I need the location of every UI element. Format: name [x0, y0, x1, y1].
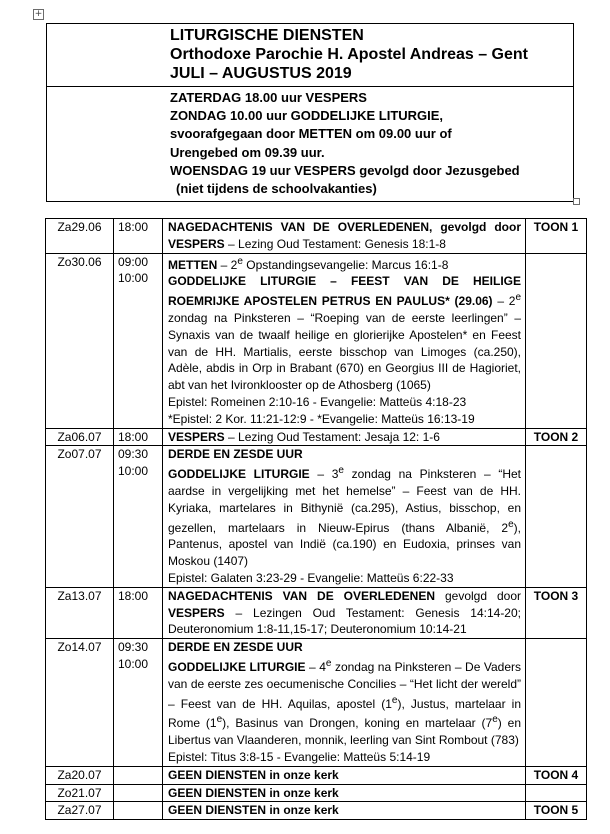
- ordinal-sup: e: [216, 714, 223, 726]
- date-cell: Zo21.07: [46, 784, 114, 802]
- text-segment: ) en Libertus van Vlaanderen, monnik, leerling van Sint Rombout (783): [168, 716, 522, 748]
- text-segment: – 4: [305, 659, 326, 674]
- ordinal-sup: e: [325, 657, 332, 669]
- text-segment: zondag na Pinksteren – “Het aardse in vergelijking met het hemelse” – Feest van de HH. Kyriaka, martelares in Bithynië (ca.295), Astius, bisschop, en gezellen, martelaars in Nieuw-Epirus (thans Albanië, 2: [168, 467, 522, 535]
- text-segment: gevolgd door: [435, 588, 521, 603]
- time-first: 09:30: [118, 447, 149, 462]
- date-cell: Za20.07: [46, 766, 114, 784]
- tone-cell: [526, 446, 587, 587]
- description-cell: GEEN DIENSTEN in onze kerk: [163, 802, 526, 820]
- liturgy-paragraph: [168, 656, 521, 749]
- service-sunday-matins: svoorafgegaan door METTEN om 09.00 uur of: [170, 126, 452, 142]
- header-title-cell: [47, 24, 574, 87]
- date-cell: Zo07.07: [46, 446, 114, 587]
- description-cell: [163, 428, 526, 446]
- time-cell: [114, 253, 163, 428]
- schedule-table: [45, 218, 587, 820]
- text-segment: ), Justus, martelaar in Rome (1: [168, 696, 522, 731]
- ordinal-sup: e: [508, 518, 514, 530]
- text-segment: ), Basinus van Drongen, koning en martelaar (7: [222, 716, 493, 731]
- epistle-line-alt: *Epistel: 2 Kor. 11:21-12:9 - *Evangelie: Matteüs 16:13-19: [168, 411, 475, 426]
- page-title: LITURGISCHE DIENSTEN: [170, 27, 364, 44]
- date-cell: Zo30.06: [46, 253, 114, 428]
- text-segment: ), Pantenus, apostel van Indië (ca.190) en Eudoxia, prinses van Moskou (1407): [168, 520, 521, 569]
- date-cell: Za27.07: [46, 802, 114, 820]
- table-row: [46, 446, 587, 587]
- time-first: 09:30: [118, 640, 149, 655]
- reading-text: – Lezing Oud Testament: Jesaja 12: 1-6: [224, 429, 440, 444]
- table-row: [46, 253, 587, 428]
- epistle-line: Epistel: Romeinen 2:10-16 - Evangelie: Matteüs 4:18-23: [168, 394, 467, 409]
- service-name: GODDELIJKE LITURGIE – FEEST VAN DE HEILIGE ROEMRIJKE APOSTELEN PETRUS EN PAULUS* (29.06): [168, 274, 521, 309]
- time-cell: [114, 802, 163, 820]
- tone-cell: [526, 639, 587, 767]
- tone-cell: TOON 3: [526, 587, 587, 638]
- time-cell: 18:00: [114, 219, 163, 254]
- time-cell: 18:00: [114, 587, 163, 638]
- tone-cell: TOON 1: [526, 219, 587, 254]
- date-cell: Za06.07: [46, 428, 114, 446]
- text-segment: zondag na Pinksteren – “Roeping van de eerste leerlingen” – Synaxis van de twaalf heilige en glorierijke Apostelen* en Feest van de HH. Martialis, eerste bisschop van Limoges (ca.250), Adèle, abdis in Orp in Brabant (670) en Georgius III de Hagioriet, abt van het Ivironklooster op de Athosberg (1065): [168, 310, 521, 393]
- service-wednesday: WOENSDAG 19 uur VESPERS gevolgd door Jezusgebed: [170, 162, 520, 178]
- text-segment: Opstandingsevangelie: Marcus 16:1-8: [242, 257, 449, 272]
- table-row: [46, 766, 587, 784]
- matins-line: [168, 254, 521, 274]
- epistle-line: Epistel: Titus 3:8-15 - Evangelie: Matteüs 5:14-19: [168, 749, 431, 764]
- table-row: [46, 219, 587, 254]
- reading-text: – Lezingen Oud Testament: Genesis 14:14-20; Deuteronomium 1:8-11,15-17; Deuteronomium 10:14-21: [168, 605, 521, 637]
- ordinal-sup: e: [492, 714, 498, 726]
- service-name: NAGEDACHTENIS VAN DE OVERLEDENEN: [168, 588, 436, 603]
- time-cell: [114, 446, 163, 587]
- service-wednesday-note: (niet tijdens de schoolvakanties): [176, 181, 377, 197]
- table-resize-handle[interactable]: [573, 198, 580, 205]
- date-cell: Za29.06: [46, 219, 114, 254]
- date-cell: Zo14.07: [46, 639, 114, 767]
- table-row: [46, 587, 587, 638]
- time-cell: 18:00: [114, 428, 163, 446]
- service-name: GODDELIJKE LITURGIE: [168, 467, 310, 482]
- table-row: [46, 639, 587, 767]
- table-row: [46, 802, 587, 820]
- ordinal-sup: e: [338, 465, 344, 477]
- service-sunday-hours: Urengebed om 09.39 uur.: [170, 144, 325, 160]
- description-cell: [163, 639, 526, 767]
- service-name: METTEN: [168, 257, 218, 272]
- time-first: 09:00: [118, 254, 149, 269]
- tone-cell: TOON 2: [526, 428, 587, 446]
- header-title-row: [47, 24, 574, 87]
- tone-cell: [526, 784, 587, 802]
- description-cell: [163, 446, 526, 587]
- reading-text: – Lezing Oud Testament: Genesis 18:1-8: [224, 236, 446, 251]
- table-row: [46, 428, 587, 446]
- time-second: 10:00: [118, 271, 149, 286]
- epistle-line: Epistel: Galaten 3:23-29 - Evangelie: Matteüs 6:22-33: [168, 570, 454, 585]
- time-cell: [114, 639, 163, 767]
- ordinal-sup: e: [391, 694, 398, 706]
- description-cell: [163, 253, 526, 428]
- liturgy-paragraph: [168, 463, 521, 570]
- tone-cell: [526, 253, 587, 428]
- parish-name: Orthodoxe Parochie H. Apostel Andreas – Gent: [170, 46, 528, 63]
- text-segment: – 2: [492, 294, 516, 309]
- service-name: NAGEDACHTENIS VAN DE OVERLEDENEN, gevolgd door VESPERS: [168, 220, 521, 251]
- service-name: DERDE EN ZESDE UUR: [168, 447, 303, 462]
- service-sunday: ZONDAG 10.00 uur GODDELIJKE LITURGIE,: [170, 108, 444, 124]
- header-table: [46, 23, 574, 202]
- date-cell: Za13.07: [46, 587, 114, 638]
- service-name: DERDE EN ZESDE UUR: [168, 640, 303, 655]
- time-second: 10:00: [118, 464, 149, 479]
- table-row: [46, 784, 587, 802]
- description-cell: [163, 587, 526, 638]
- ordinal-sup: e: [515, 292, 522, 304]
- period: JULI – AUGUSTUS 2019: [170, 65, 352, 82]
- header-services-row: [47, 87, 574, 202]
- time-second: 10:00: [118, 656, 149, 671]
- liturgy-paragraph: [168, 273, 521, 394]
- time-cell: [114, 766, 163, 784]
- description-cell: [163, 219, 526, 254]
- description-cell: GEEN DIENSTEN in onze kerk: [163, 784, 526, 802]
- text-segment: zondag na Pinksteren – De Vaders van de eerste zes oecumenische Concilies – “Het licht der wereld” – Feest van de HH. Aquilas, apostel (1: [168, 659, 522, 711]
- tone-cell: TOON 5: [526, 802, 587, 820]
- text-segment: – 3: [309, 467, 339, 482]
- header-services-cell: [47, 87, 574, 202]
- ordinal-sup: e: [237, 255, 243, 267]
- description-cell: GEEN DIENSTEN in onze kerk: [163, 766, 526, 784]
- tone-cell: TOON 4: [526, 766, 587, 784]
- service-name: VESPERS: [168, 605, 225, 620]
- service-name: GODDELIJKE LITURGIE: [168, 659, 306, 674]
- time-cell: [114, 784, 163, 802]
- service-name: VESPERS: [168, 429, 225, 444]
- service-saturday: ZATERDAG 18.00 uur VESPERS: [170, 90, 367, 105]
- table-move-handle-icon[interactable]: +: [34, 9, 43, 19]
- text-segment: – 2: [217, 257, 238, 272]
